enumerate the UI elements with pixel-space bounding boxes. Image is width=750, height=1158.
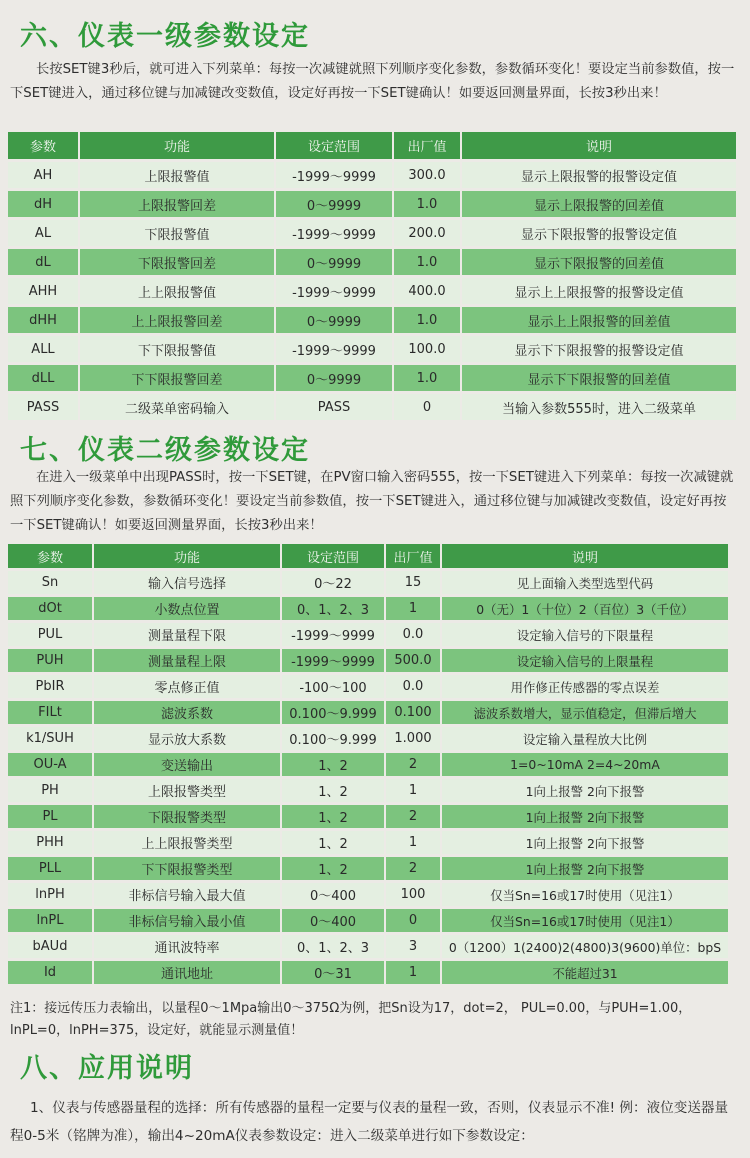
cell-range: 0.100～9.999 bbox=[282, 701, 386, 727]
table-row bbox=[8, 779, 730, 805]
cell-description: 显示上上限报警的报警设定值 bbox=[462, 278, 738, 307]
cell-description: 1向上报警 2向下报警 bbox=[442, 857, 730, 883]
section7-intro: 在进入一级菜单中出现PASS时，按一下SET键，在PV窗口输入密码555，按一下SET键进入下列菜单：每按一次减键就照下列顺序变化参数，参数循环变化！要设定当前参数值，按一下SET键进入，通过移位键与加减键改变数值，设定好再按一下SET键确认！如要返回测量界面，长按3秒出来！ bbox=[10, 470, 734, 533]
cell-range: 0～9999 bbox=[276, 249, 394, 278]
column-header-param: 参数 bbox=[8, 132, 80, 162]
cell-range: 0～9999 bbox=[276, 307, 394, 336]
cell-function: 上上限报警回差 bbox=[80, 307, 276, 336]
cell-function: 下下限报警回差 bbox=[80, 365, 276, 394]
cell-function: 变送输出 bbox=[94, 753, 282, 779]
cell-default: 2 bbox=[386, 857, 442, 883]
cell-description: 仅当Sn=16或17时使用（见注1） bbox=[442, 909, 730, 935]
cell-range: -1999～9999 bbox=[282, 623, 386, 649]
cell-default: 1.0 bbox=[394, 191, 462, 220]
cell-description: 显示下限报警的回差值 bbox=[462, 249, 738, 278]
table-row bbox=[8, 394, 738, 423]
level1-parameter-table bbox=[8, 132, 738, 423]
cell-param: OU-A bbox=[8, 753, 94, 779]
cell-param: PUH bbox=[8, 649, 94, 675]
cell-default: 3 bbox=[386, 935, 442, 961]
cell-param: bAUd bbox=[8, 935, 94, 961]
table-row bbox=[8, 857, 730, 883]
cell-default: 1.0 bbox=[394, 307, 462, 336]
cell-description: 不能超过31 bbox=[442, 961, 730, 987]
cell-range: 0.100～9.999 bbox=[282, 727, 386, 753]
table-row bbox=[8, 805, 730, 831]
cell-param: dLL bbox=[8, 365, 80, 394]
table-row bbox=[8, 336, 738, 365]
cell-description: 显示上限报警的回差值 bbox=[462, 191, 738, 220]
cell-function: 小数点位置 bbox=[94, 597, 282, 623]
table-row bbox=[8, 249, 738, 278]
cell-range: 0～31 bbox=[282, 961, 386, 987]
cell-default: 2 bbox=[386, 805, 442, 831]
table-row bbox=[8, 675, 730, 701]
cell-param: PUL bbox=[8, 623, 94, 649]
cell-default: 400.0 bbox=[394, 278, 462, 307]
cell-range: -1999～9999 bbox=[276, 220, 394, 249]
table-row bbox=[8, 220, 738, 249]
column-header-range: 设定范围 bbox=[276, 132, 394, 162]
cell-range: 1、2 bbox=[282, 831, 386, 857]
cell-default: 200.0 bbox=[394, 220, 462, 249]
column-header-default: 出厂值 bbox=[394, 132, 462, 162]
cell-param: dL bbox=[8, 249, 80, 278]
cell-description: 用作修正传感器的零点误差 bbox=[442, 675, 730, 701]
cell-function: 下限报警值 bbox=[80, 220, 276, 249]
level2-parameter-table bbox=[8, 544, 730, 987]
cell-default: 100.0 bbox=[394, 336, 462, 365]
cell-default: 1.000 bbox=[386, 727, 442, 753]
section7-title: 七、仪表二级参数设定 bbox=[20, 435, 310, 466]
cell-range: 1、2 bbox=[282, 753, 386, 779]
cell-param: lnPH bbox=[8, 883, 94, 909]
table-row bbox=[8, 909, 730, 935]
cell-range: 0～9999 bbox=[276, 365, 394, 394]
table-row bbox=[8, 191, 738, 220]
cell-default: 300.0 bbox=[394, 162, 462, 191]
cell-param: lnPL bbox=[8, 909, 94, 935]
cell-range: 0～22 bbox=[282, 571, 386, 597]
cell-range: 1、2 bbox=[282, 857, 386, 883]
section6-title: 六、仪表一级参数设定 bbox=[20, 21, 310, 52]
table-row bbox=[8, 623, 730, 649]
cell-function: 上限报警值 bbox=[80, 162, 276, 191]
table-row bbox=[8, 278, 738, 307]
cell-description: 仅当Sn=16或17时使用（见注1） bbox=[442, 883, 730, 909]
table-row bbox=[8, 883, 730, 909]
section6-intro: 长按SET键3秒后，就可进入下列菜单：每按一次减键就照下列顺序变化参数，参数循环变化！要设定当前参数值，按一下SET键进入，通过移位键与加减键改变数值，设定好再按一下SET键确认！如要返回测量界面，长按3秒出来！ bbox=[10, 62, 735, 101]
cell-param: PbIR bbox=[8, 675, 94, 701]
table-row bbox=[8, 307, 738, 336]
cell-default: 500.0 bbox=[386, 649, 442, 675]
cell-param: ALL bbox=[8, 336, 80, 365]
cell-function: 上上限报警类型 bbox=[94, 831, 282, 857]
cell-function: 滤波系数 bbox=[94, 701, 282, 727]
cell-param: PASS bbox=[8, 394, 80, 423]
cell-description: 1=0~10mA 2=4~20mA bbox=[442, 753, 730, 779]
cell-description: 1向上报警 2向下报警 bbox=[442, 805, 730, 831]
cell-param: Sn bbox=[8, 571, 94, 597]
cell-default: 15 bbox=[386, 571, 442, 597]
cell-default: 1 bbox=[386, 779, 442, 805]
cell-description: 0（无）1（十位）2（百位）3（千位） bbox=[442, 597, 730, 623]
table-row bbox=[8, 162, 738, 191]
cell-param: PH bbox=[8, 779, 94, 805]
cell-default: 1.0 bbox=[394, 365, 462, 394]
cell-range: 0～400 bbox=[282, 883, 386, 909]
cell-default: 0 bbox=[394, 394, 462, 423]
cell-range: 1、2 bbox=[282, 805, 386, 831]
note-1: 注1：接远传压力表输出，以量程0～1Mpa输出0～375Ω为例，把Sn设为17，dot=2， PUL=0.00，与PUH=1.00，lnPL=0，lnPH=375，设定好，就能显示测量值！ bbox=[10, 1001, 692, 1038]
cell-function: 上上限报警值 bbox=[80, 278, 276, 307]
cell-range: -1999～9999 bbox=[276, 278, 394, 307]
cell-param: dHH bbox=[8, 307, 80, 336]
table-row bbox=[8, 831, 730, 857]
table-row bbox=[8, 753, 730, 779]
section8-title: 八、应用说明 bbox=[20, 1053, 194, 1084]
table-row bbox=[8, 597, 730, 623]
table-header-row bbox=[8, 132, 738, 162]
cell-param: dOt bbox=[8, 597, 94, 623]
cell-description: 显示上上限报警的回差值 bbox=[462, 307, 738, 336]
cell-description: 1向上报警 2向下报警 bbox=[442, 779, 730, 805]
column-header-function: 功能 bbox=[80, 132, 276, 162]
cell-function: 上限报警回差 bbox=[80, 191, 276, 220]
cell-param: AH bbox=[8, 162, 80, 191]
table-row bbox=[8, 365, 738, 394]
cell-description: 设定输入信号的上限量程 bbox=[442, 649, 730, 675]
cell-function: 上限报警类型 bbox=[94, 779, 282, 805]
cell-param: AHH bbox=[8, 278, 80, 307]
table-row bbox=[8, 571, 730, 597]
cell-description: 当输入参数555时，进入二级菜单 bbox=[462, 394, 738, 423]
cell-function: 零点修正值 bbox=[94, 675, 282, 701]
cell-param: Id bbox=[8, 961, 94, 987]
cell-description: 显示下限报警的报警设定值 bbox=[462, 220, 738, 249]
cell-param: FILt bbox=[8, 701, 94, 727]
cell-function: 下限报警回差 bbox=[80, 249, 276, 278]
cell-range: -1999～9999 bbox=[276, 336, 394, 365]
cell-function: 非标信号输入最大值 bbox=[94, 883, 282, 909]
cell-param: PL bbox=[8, 805, 94, 831]
column-header-range: 设定范围 bbox=[282, 544, 386, 571]
cell-param: AL bbox=[8, 220, 80, 249]
cell-param: dH bbox=[8, 191, 80, 220]
cell-function: 测量量程下限 bbox=[94, 623, 282, 649]
cell-param: k1/SUH bbox=[8, 727, 94, 753]
table-row bbox=[8, 701, 730, 727]
cell-function: 非标信号输入最小值 bbox=[94, 909, 282, 935]
cell-param: PLL bbox=[8, 857, 94, 883]
cell-description: 见上面输入类型选型代码 bbox=[442, 571, 730, 597]
cell-range: PASS bbox=[276, 394, 394, 423]
cell-range: 0～9999 bbox=[276, 191, 394, 220]
cell-range: -100～100 bbox=[282, 675, 386, 701]
cell-default: 0 bbox=[386, 909, 442, 935]
cell-default: 2 bbox=[386, 753, 442, 779]
cell-range: 0、1、2、3 bbox=[282, 935, 386, 961]
column-header-function: 功能 bbox=[94, 544, 282, 571]
cell-description: 设定输入信号的下限量程 bbox=[442, 623, 730, 649]
column-header-default: 出厂值 bbox=[386, 544, 442, 571]
cell-range: 0、1、2、3 bbox=[282, 597, 386, 623]
table-row bbox=[8, 961, 730, 987]
cell-default: 0.0 bbox=[386, 675, 442, 701]
cell-default: 100 bbox=[386, 883, 442, 909]
cell-description: 设定输入量程放大比例 bbox=[442, 727, 730, 753]
cell-function: 下下限报警值 bbox=[80, 336, 276, 365]
column-header-description: 说明 bbox=[462, 132, 738, 162]
cell-function: 通讯地址 bbox=[94, 961, 282, 987]
cell-function: 二级菜单密码输入 bbox=[80, 394, 276, 423]
cell-default: 1 bbox=[386, 597, 442, 623]
cell-range: 0～400 bbox=[282, 909, 386, 935]
cell-description: 1向上报警 2向下报警 bbox=[442, 831, 730, 857]
table-row bbox=[8, 727, 730, 753]
column-header-description: 说明 bbox=[442, 544, 730, 571]
cell-description: 0（1200）1(2400)2(4800)3(9600)单位：bpS bbox=[442, 935, 730, 961]
cell-function: 通讯波特率 bbox=[94, 935, 282, 961]
table-header-row bbox=[8, 544, 730, 571]
cell-default: 1.0 bbox=[394, 249, 462, 278]
cell-range: -1999～9999 bbox=[282, 649, 386, 675]
cell-description: 显示下下限报警的回差值 bbox=[462, 365, 738, 394]
cell-function: 输入信号选择 bbox=[94, 571, 282, 597]
table-row bbox=[8, 649, 730, 675]
cell-function: 下下限报警类型 bbox=[94, 857, 282, 883]
cell-range: -1999～9999 bbox=[276, 162, 394, 191]
table-row bbox=[8, 935, 730, 961]
cell-description: 显示下下限报警的报警设定值 bbox=[462, 336, 738, 365]
cell-function: 显示放大系数 bbox=[94, 727, 282, 753]
cell-default: 1 bbox=[386, 831, 442, 857]
cell-param: PHH bbox=[8, 831, 94, 857]
section8-text: 1、仪表与传感器量程的选择：所有传感器的量程一定要与仪表的量程一致，否则，仪表显示不准! 例：液位变送器量程0-5米（铭牌为准），输出4~20mA仪表参数设定：进入二级菜单进行如下参数设定： bbox=[10, 1100, 729, 1144]
cell-description: 显示上限报警的报警设定值 bbox=[462, 162, 738, 191]
cell-function: 测量量程上限 bbox=[94, 649, 282, 675]
cell-function: 下限报警类型 bbox=[94, 805, 282, 831]
cell-default: 1 bbox=[386, 961, 442, 987]
cell-default: 0.100 bbox=[386, 701, 442, 727]
cell-description: 滤波系数增大，显示值稳定，但滞后增大 bbox=[442, 701, 730, 727]
cell-range: 1、2 bbox=[282, 779, 386, 805]
cell-default: 0.0 bbox=[386, 623, 442, 649]
column-header-param: 参数 bbox=[8, 544, 94, 571]
